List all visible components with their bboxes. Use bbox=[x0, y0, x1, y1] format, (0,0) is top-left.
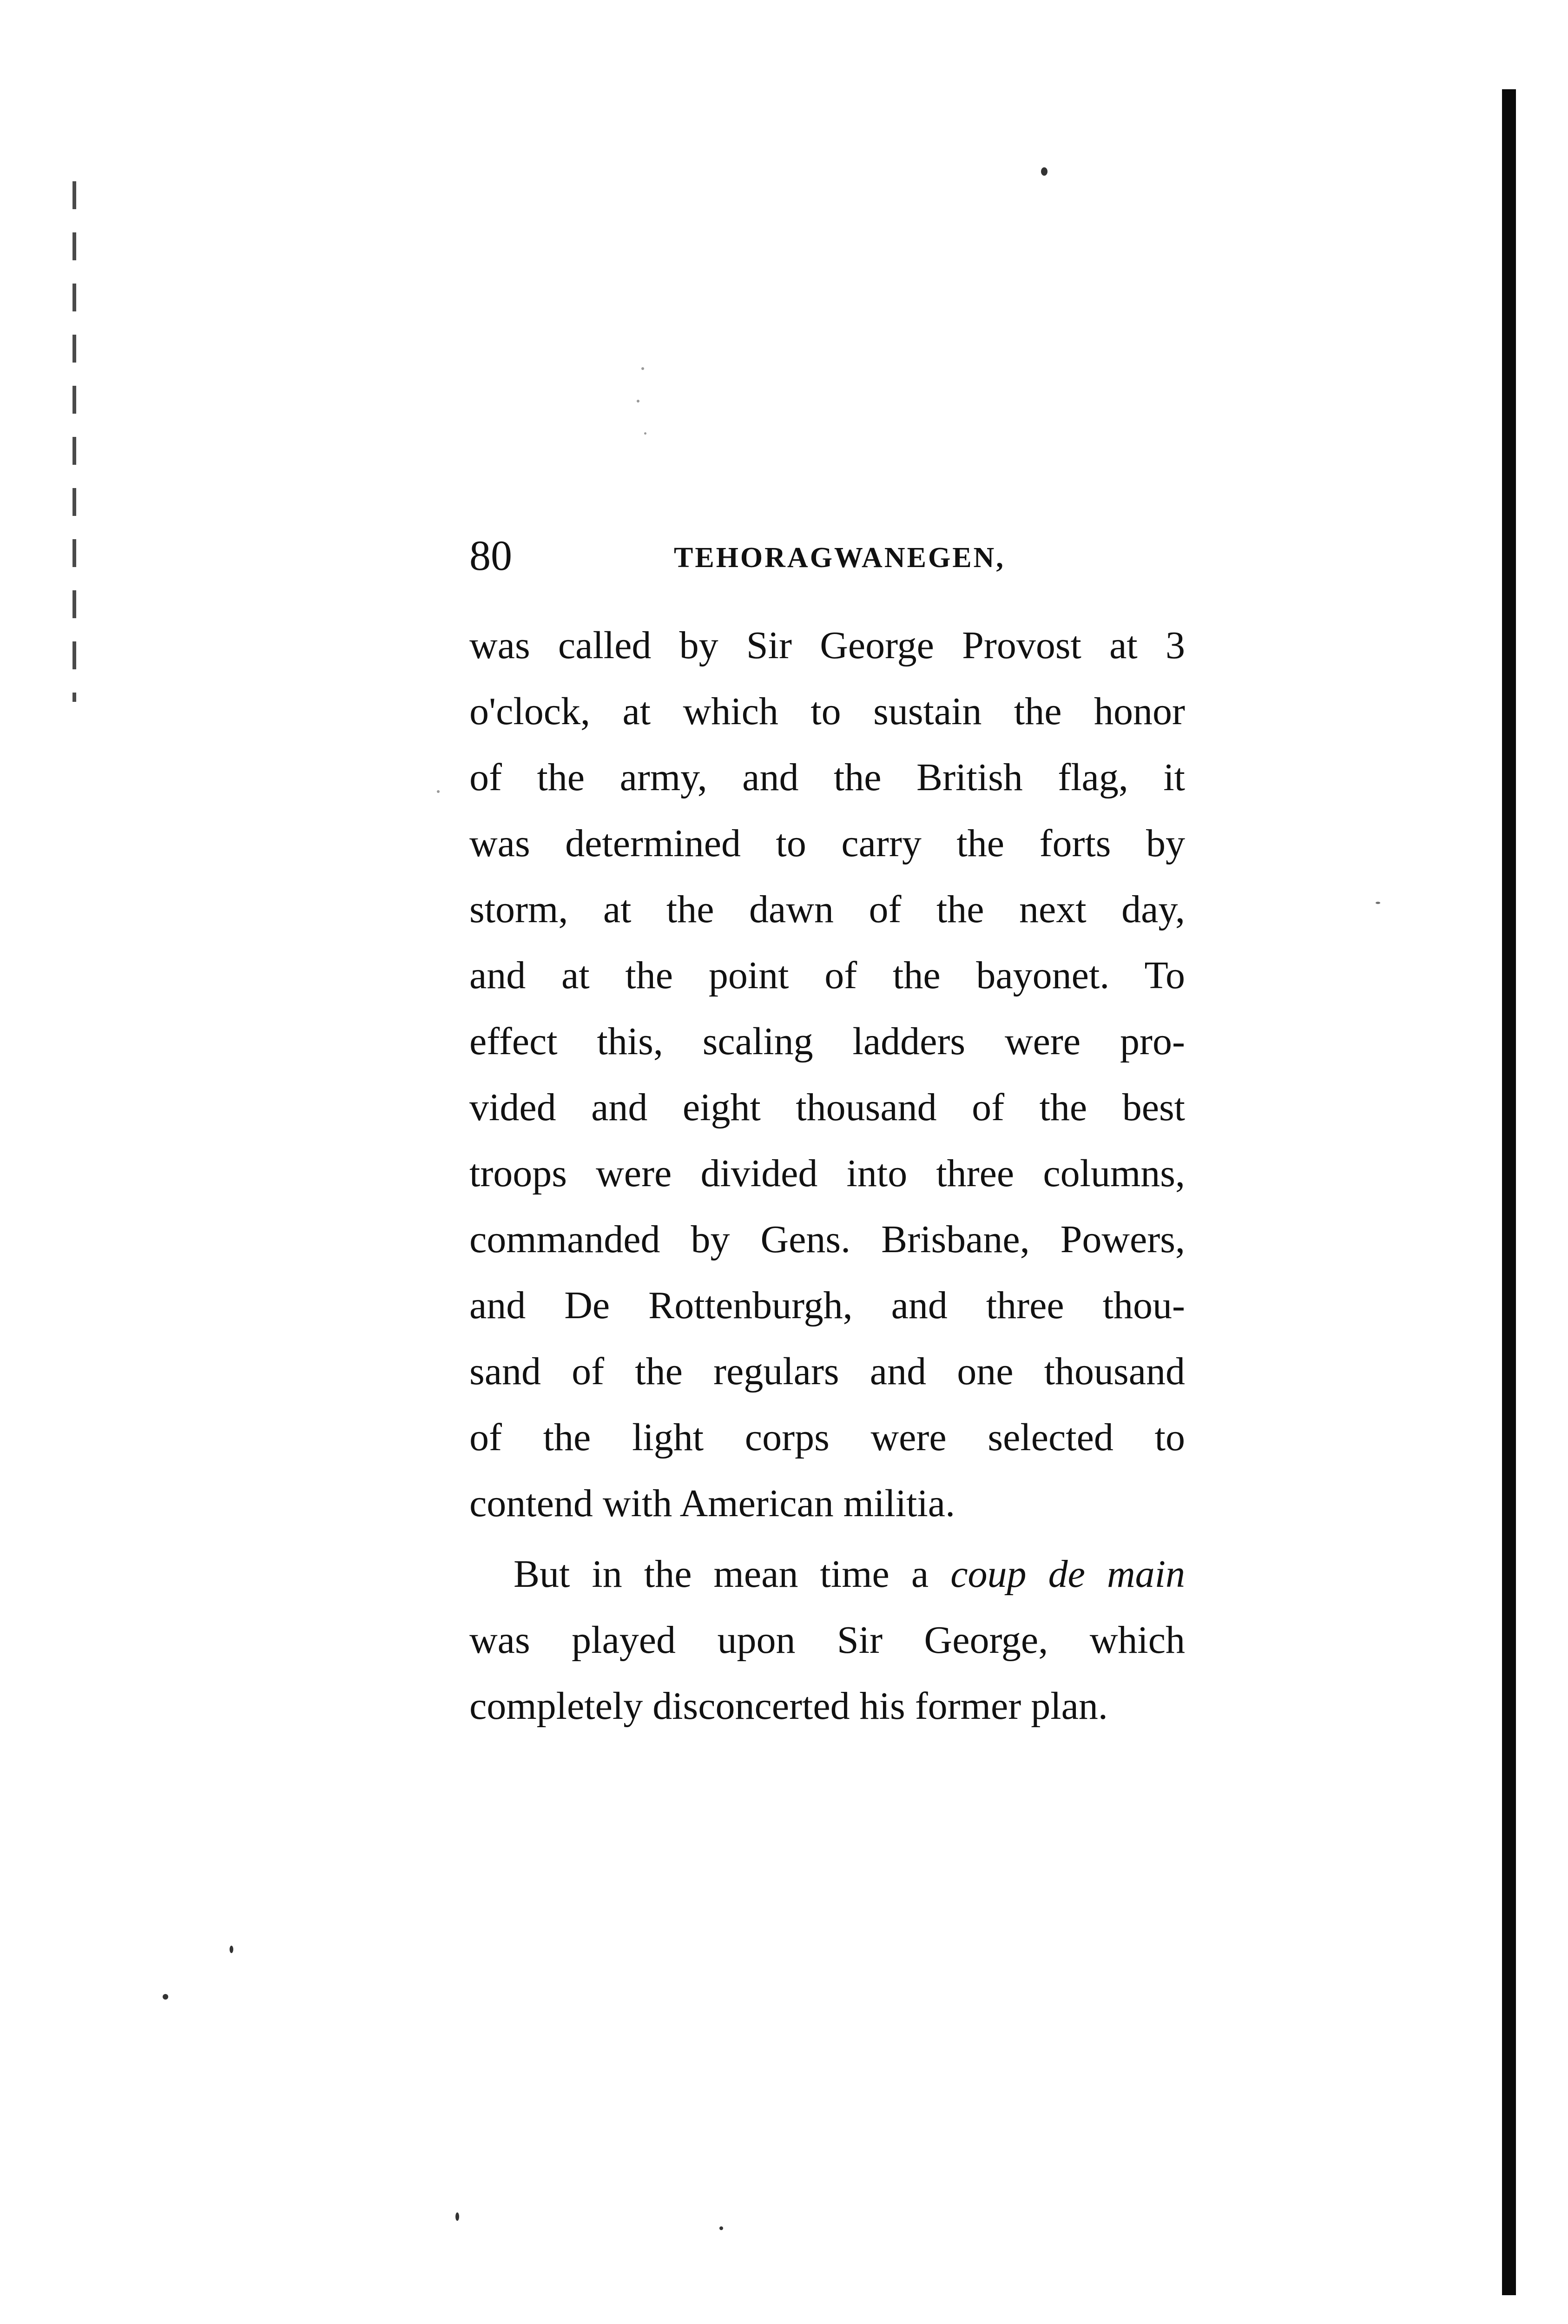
text-line: effect this, scaling ladders were pro- bbox=[469, 1020, 1185, 1063]
text-line: commanded by Gens. Brisbane, Powers, bbox=[469, 1218, 1185, 1261]
text-line: was called by Sir George Provost at 3 bbox=[469, 624, 1185, 667]
text-line: troops were divided into three columns, bbox=[469, 1152, 1185, 1195]
ink-speck bbox=[719, 2226, 723, 2230]
ink-speck bbox=[641, 367, 644, 370]
gutter-marks bbox=[72, 181, 76, 702]
text-run: But in the mean time a bbox=[514, 1552, 951, 1596]
ink-speck bbox=[163, 1994, 168, 2000]
paragraph bbox=[469, 613, 1185, 1537]
ink-speck bbox=[230, 1946, 233, 1953]
text-line: and De Rottenburgh, and three thou- bbox=[469, 1284, 1185, 1327]
text-line: was played upon Sir George, which bbox=[469, 1618, 1185, 1662]
text-line bbox=[469, 1541, 1185, 1607]
text-line: of the light corps were selected to bbox=[469, 1416, 1185, 1459]
running-head: TEHORAGWANEGEN, bbox=[674, 542, 1005, 574]
ink-speck bbox=[1376, 902, 1380, 904]
text-line: of the army, and the British flag, it bbox=[469, 756, 1185, 799]
ink-speck bbox=[644, 432, 646, 435]
binding-edge bbox=[1502, 89, 1516, 2295]
ink-speck bbox=[637, 400, 639, 403]
text-line: sand of the regulars and one thousand bbox=[469, 1350, 1185, 1393]
italic-phrase: coup de main bbox=[950, 1552, 1185, 1596]
paragraph bbox=[469, 1541, 1185, 1739]
paragraph-gap bbox=[469, 1537, 1185, 1541]
ink-speck bbox=[437, 790, 440, 793]
ink-speck bbox=[1041, 167, 1048, 176]
ink-speck bbox=[455, 2212, 459, 2221]
text-line: was determined to carry the forts by bbox=[469, 822, 1185, 865]
text-line: vided and eight thousand of the best bbox=[469, 1086, 1185, 1129]
body-text bbox=[469, 613, 1185, 1739]
text-line: and at the point of the bayonet. To bbox=[469, 954, 1185, 997]
text-line: o'clock, at which to sustain the honor bbox=[469, 690, 1185, 733]
text-line: storm, at the dawn of the next day, bbox=[469, 888, 1185, 931]
page-header bbox=[469, 530, 1194, 581]
text-line: contend with American militia. bbox=[469, 1482, 955, 1525]
page-number: 80 bbox=[469, 532, 512, 579]
text-line: completely disconcerted his former plan. bbox=[469, 1684, 1108, 1728]
